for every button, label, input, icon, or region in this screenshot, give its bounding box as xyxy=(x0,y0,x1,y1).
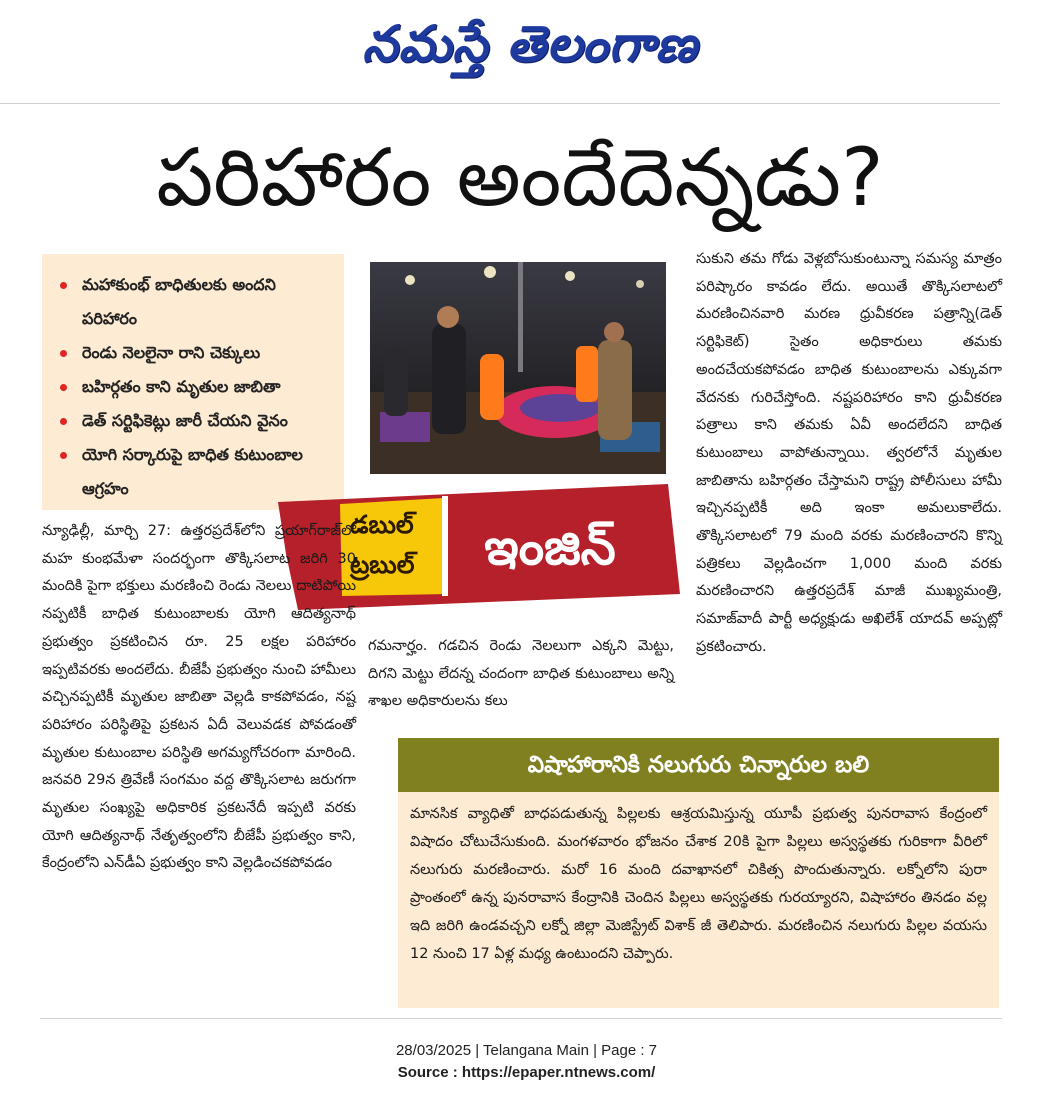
red-dot-icon xyxy=(60,384,67,391)
highlight-text: రెండు నెలలైనా రాని చెక్కులు xyxy=(82,343,261,362)
highlight-text: యోగి సర్కారుపై బాధిత కుటుంబాల ఆగ్రహం xyxy=(82,445,303,498)
highlight-text: డెత్ సర్టిఫికెట్లు జారీ చేయని వైనం xyxy=(82,411,288,430)
article-headline: పరిహారం అందేదెన్నడు? xyxy=(156,131,884,224)
footer-edition-info: 28/03/2025 | Telangana Main | Page : 7 xyxy=(395,1042,658,1059)
banner-word-engine: ఇంజిన్ xyxy=(484,518,616,576)
highlights-box xyxy=(42,254,344,510)
red-dot-icon xyxy=(60,350,67,357)
highlight-text: మహాకుంభ్ బాధితులకు అందని పరిహారం xyxy=(82,275,276,328)
sidebar-story-text: మానసిక వ్యాధితో బాధపడుతున్న పిల్లలకు ఆశ్రయమిస్తున్న యూపీ ప్రభుత్వ పునరావాస కేంద్రంలో విషాదం చోటుచేసుకుంది. మంగళవారం భోజనం చేశాక 20కి పైగా పిల్లలు అస్వస్థతకు గురికాగా వీరిలో నలుగురు మరణించారు. మరో 16 మంది దవాఖానలో చికిత్స పొందుతున్నారు. లక్నోలోని పురా ప్రాంతంలో ఉన్న పునరావాస కేంద్రానికి చెందిన పిల్లలు అస్వస్థతకు గురయ్యారని, విషాహారం తినడం వల్ల ఇది జరిగి ఉండవచ్చని లక్నో జిల్లా మెజిస్ట్రేట్ విశాక్ జీ తెలిపారు. మరణించిన నలుగురు పిల్లల వయసు 12 నుంచి 17 ఏళ్ల మధ్య ఉంటుందని చెప్పారు. xyxy=(410,806,987,962)
newspaper-logo: నమస్తే తెలంగాణ xyxy=(362,15,698,73)
highlight-text: బహిర్గతం కాని మృతుల జాబితా xyxy=(82,377,281,396)
bottom-divider xyxy=(40,1018,1002,1019)
highlight-item xyxy=(56,370,336,404)
sidebar-story-title: విషాహారానికి నలుగురు చిన్నారుల బలి xyxy=(527,752,870,778)
sidebar-story-header xyxy=(398,738,999,792)
sidebar-story-body xyxy=(398,792,999,1008)
article-column-3: సుకుని తమ గోడు వెళ్లబోసుకుంటున్నా సమస్య మాత్రం పరిష్కారం కావడం లేదు. అయితే తొక్కిసలాటలో మరణించినవారి మరణ ధ్రువీకరణ పత్రాన్ని(డెత్ సర్టిఫికెట్) సైతం అధికారులు తమకు అందచేయకపోవడం బాధిత కుటుంబాలను ఎక్కువగా వేదనకు గురిచేస్తోంది. నష్టపరిహారం కాని ధ్రువీకరణ పత్రాలు కాని తమకు ఏవీ అందలేదని బాధిత కుటుంబాలు వాపోతున్నాయి. త్వరలోనే మృతుల జాబితాను బహిర్గతం చేస్తామని రాష్ట్ర పోలీసులు హామీ ఇచ్చినప్పటికీ అది ఇంకా అమలుకాలేదు. తొక్కిసలాటలో 79 మంది వరకు మరణించారని కొన్ని పత్రికలు వెల్లడించగా 1,000 మంది వరకు మరణించారని ఉత్తరప్రదేశ్ మాజీ ముఖ్యమంత్రి, సమాజ్‌వాదీ పార్టీ అధ్యక్షుడు అఖిలేశ్ యాదవ్ అప్పట్లో ప్రకటించారు. xyxy=(696,251,1002,655)
masthead-divider xyxy=(0,103,1000,104)
banner-word-double: డబుల్ xyxy=(350,510,414,539)
highlight-item xyxy=(56,336,336,370)
banner-word-trouble: ట్రబుల్ xyxy=(350,550,415,579)
red-dot-icon xyxy=(60,418,67,425)
article-column-1: న్యూఢిల్లీ, మార్చి 27: ఉత్తరప్రదేశ్‌లోని ప్రయాగ్‌రాజ్‌లో మహ కుంభమేళా సందర్భంగా తొక్కిసలాట జరిగి 30 మందికి పైగా భక్తులు మరణించి రెండు నెలలు దాటిపోయి నప్పటికీ బాధిత కుటుంబాలకు యోగి ఆదిత్యనాథ్ ప్రభుత్వం ప్రకటించిన రూ. 25 లక్షల పరిహారం ఇప్పటివరకు అందలేదు. బీజేపీ ప్రభుత్వం నుంచి హామీలు వచ్చినప్పటికీ మృతుల జాబితా వెల్లడి కాకపోవడం, నష్ట పరిహారం పరిస్థితిపై ప్రకటన ఏదీ వెలువడక పోవడంతో మృతుల కుటుంబాల పరిస్థితి అగమ్యగోచరంగా మారింది. జనవరి 29న త్రివేణీ సంగమం వద్ద తొక్కిసలాట జరుగగా మృతుల సంఖ్యపై అధికారిక ప్రకటనేదీ ఇప్పటి వరకు యోగి ఆదిత్యనాథ్ నేతృత్వంలోని బీజేపీ ప్రభుత్వం కాని, కేంద్రంలోని ఎన్‌డీఏ ప్రభుత్వం కాని వెల్లడించకపోవడం xyxy=(42,523,356,872)
article-column-2: గమనార్హం. గడచిన రెండు నెలలుగా ఎక్కని మెట్టు, దిగని మెట్టు లేదన్న చందంగా బాధిత కుటుంబాలు అన్ని శాఖల అధికారులను కలు xyxy=(368,638,674,710)
masthead xyxy=(0,0,1053,104)
highlight-item xyxy=(56,404,336,438)
red-dot-icon xyxy=(60,452,67,459)
news-photo xyxy=(370,262,666,474)
highlight-item xyxy=(56,268,336,336)
footer-source: Source : https://epaper.ntnews.com/ xyxy=(397,1064,656,1081)
red-dot-icon xyxy=(60,282,67,289)
stampede-scene-image xyxy=(370,262,666,474)
